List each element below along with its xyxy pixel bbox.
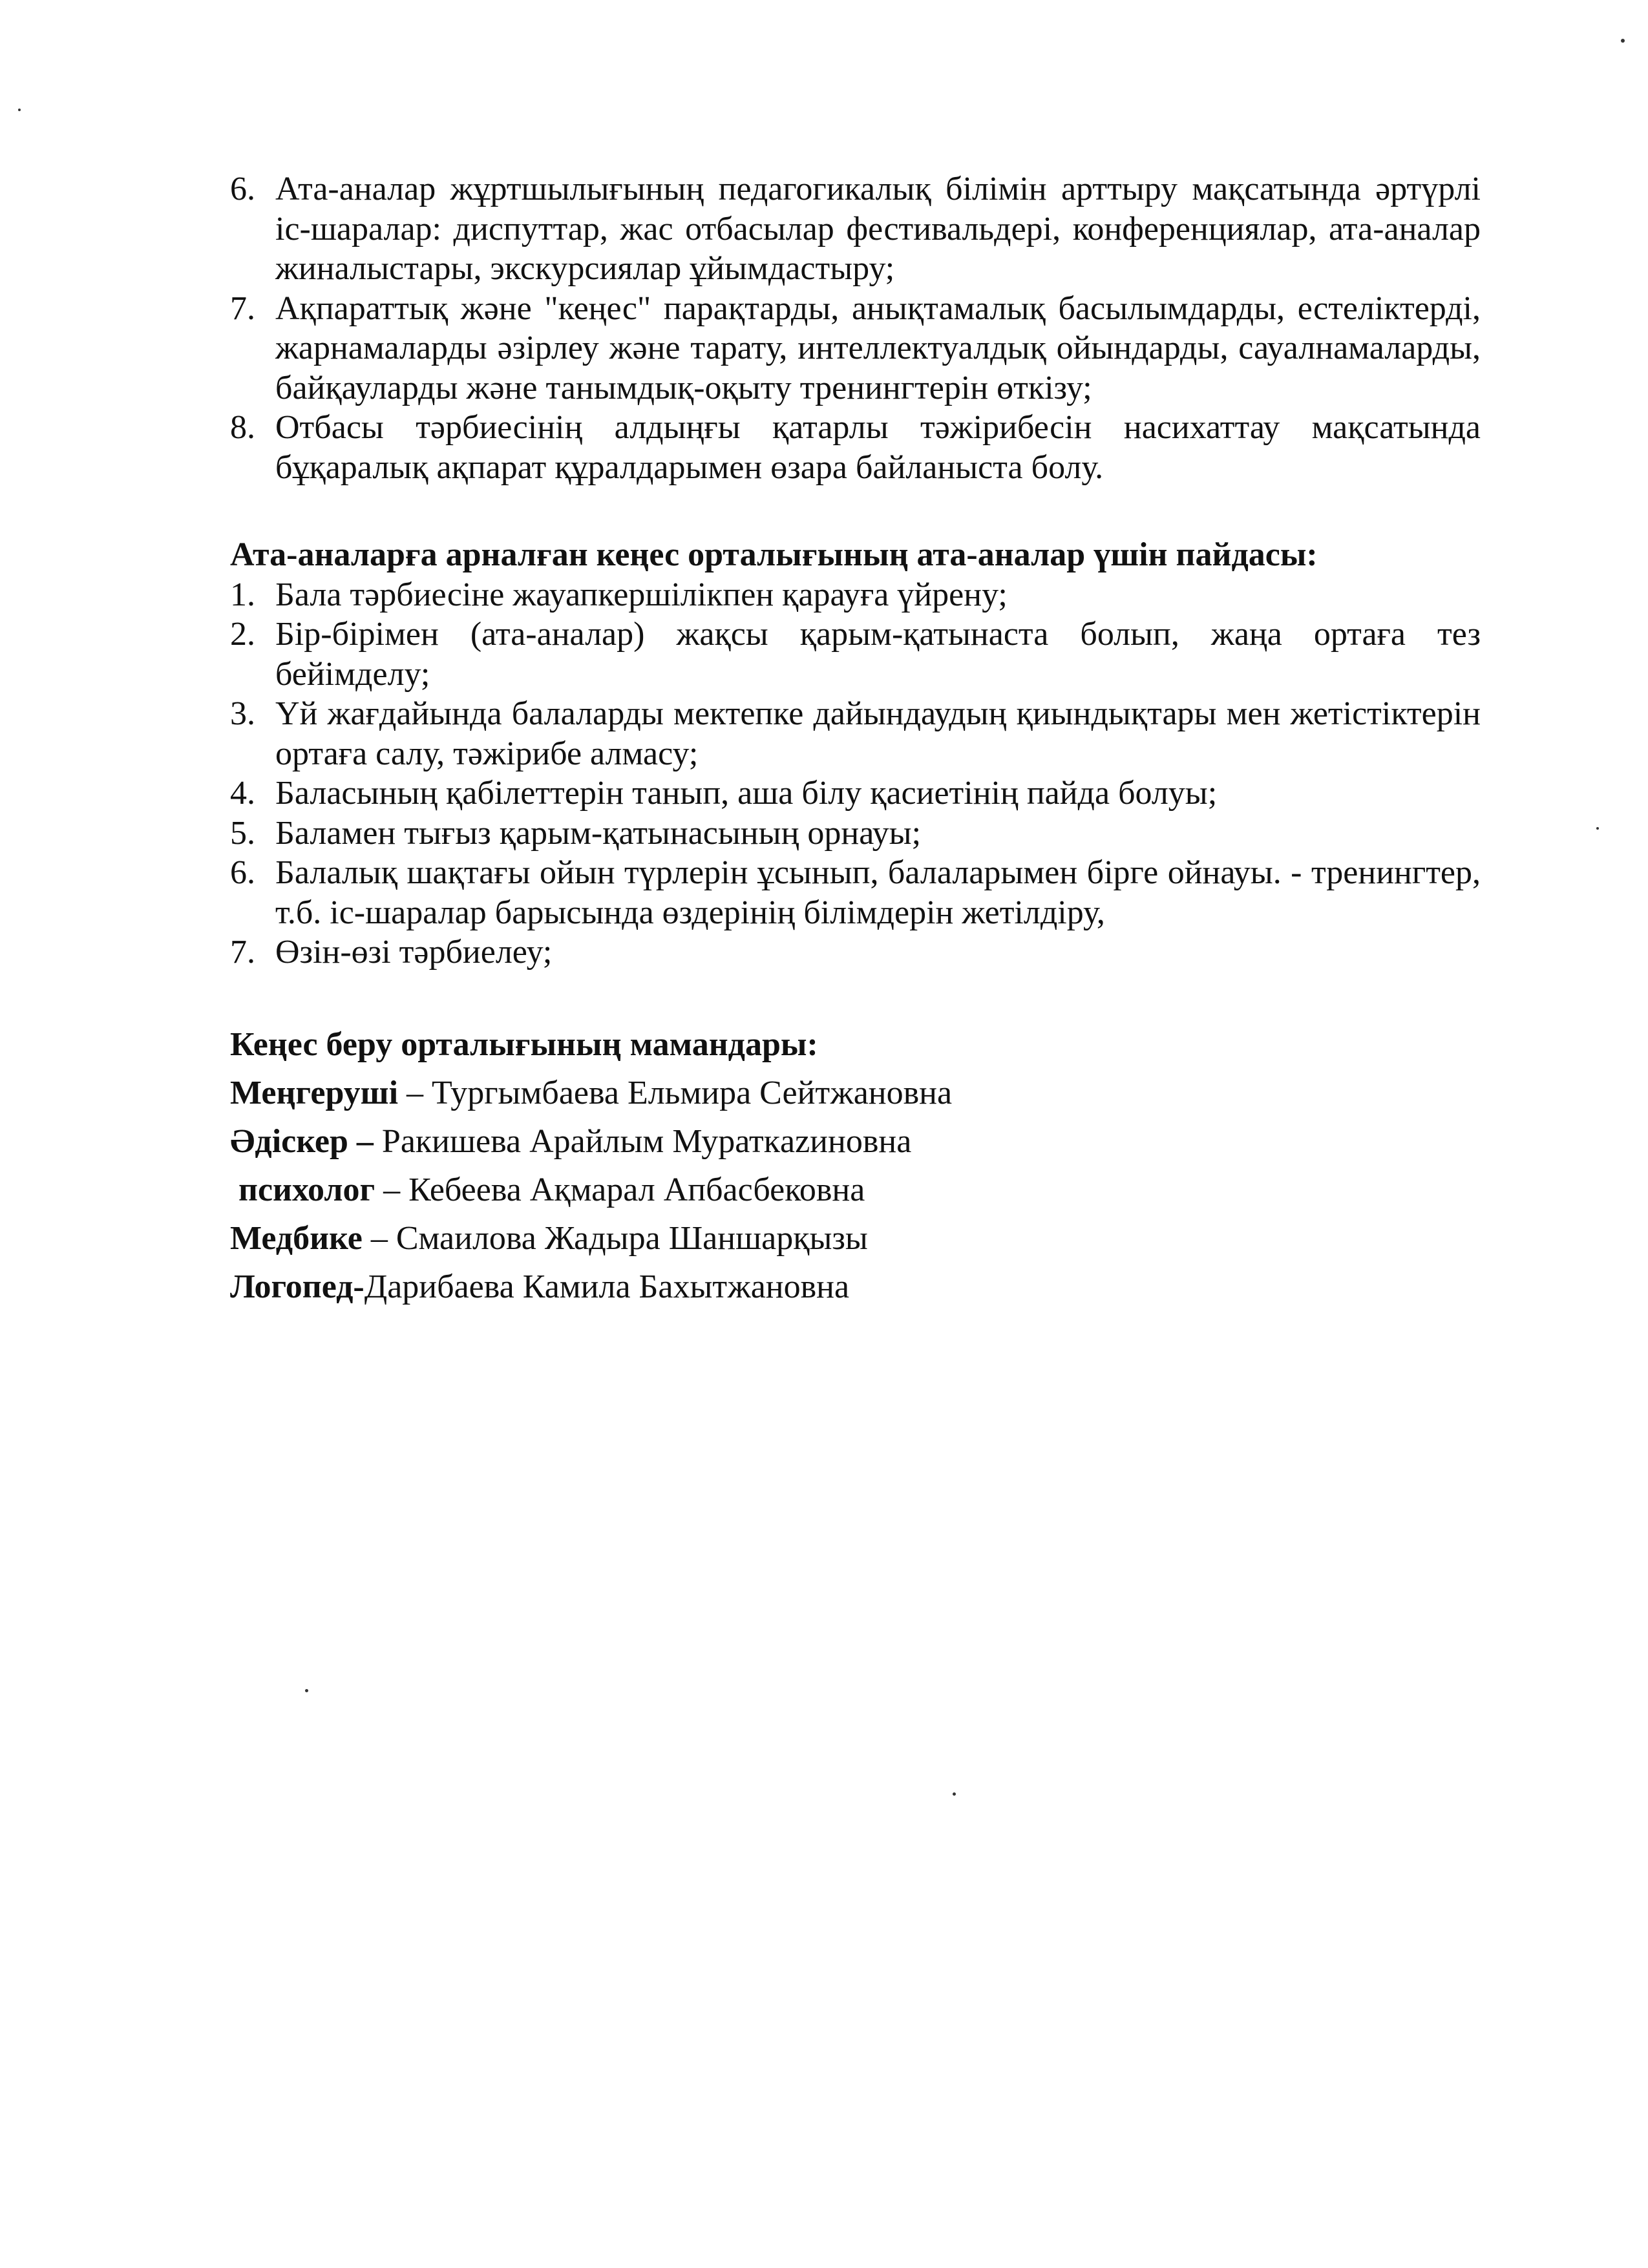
- staff-person: Ракишева Арайлым Мураткazиновна: [373, 1122, 912, 1160]
- list-item-number: 7.: [230, 289, 255, 327]
- list-item-text: Ата-аналар жұртшылығының педагогикалық білімін арттыру мақсатында әртүрлі іс-шаралар: диспуттар, жас отбасылар фестивальдері, конференциялар, ата-аналар жиналыстары, экскурсиялар ұйымдастыру;: [275, 171, 1481, 287]
- list-item: [230, 408, 1481, 487]
- list-item: [230, 169, 1481, 289]
- list-item-text: Өзін-өзі тәрбиелеу;: [275, 934, 553, 971]
- list-item: [230, 814, 1481, 854]
- staff-list: [230, 1069, 1481, 1311]
- list-item-text: Баласының қабілеттерін танып, аша білу қасиетінің пайда болуы;: [275, 775, 1218, 812]
- scan-speck: [1621, 39, 1625, 43]
- list-item: [230, 575, 1481, 615]
- staff-entry: [230, 1117, 1481, 1166]
- list-item: [230, 773, 1481, 814]
- scan-speck: [18, 109, 21, 111]
- list-item-number: 5.: [230, 814, 255, 852]
- staff-person: Дарибаева Камила Бахытжановна: [364, 1268, 850, 1305]
- list-item-number: 4.: [230, 775, 255, 812]
- activities-list: [230, 169, 1481, 487]
- document-body: [230, 169, 1481, 1311]
- staff-person: – Тургымбаева Ельмира Сейтжановна: [398, 1074, 953, 1111]
- scan-speck: [305, 1689, 308, 1692]
- staff-entry: [230, 1069, 1481, 1117]
- staff-role: Медбике: [230, 1219, 363, 1257]
- list-item-number: 7.: [230, 934, 255, 971]
- list-item-text: Баламен тығыз қарым-қатынасының орнауы;: [275, 814, 922, 852]
- list-item-text: Бір-бірімен (ата-аналар) жақсы қарым-қатынаста болып, жаңа ортаға тез бейімделу;: [275, 616, 1481, 693]
- list-item-number: 6.: [230, 171, 255, 207]
- list-item: [230, 932, 1481, 972]
- list-item: [230, 289, 1481, 408]
- list-item-number: 1.: [230, 576, 255, 613]
- staff-entry: [230, 1263, 1481, 1311]
- list-item-text: Үй жағдайында балаларды мектепке дайындаудың қиындықтары мен жетістіктерін ортаға салу, тәжірибе алмасу;: [275, 695, 1481, 772]
- list-item-number: 2.: [230, 616, 255, 653]
- scan-speck: [1596, 827, 1599, 830]
- benefits-list: [230, 575, 1481, 972]
- staff-role: психолог: [238, 1171, 375, 1208]
- staff-entry: [230, 1214, 1481, 1263]
- list-item-number: 8.: [230, 409, 255, 446]
- list-item-number: 3.: [230, 695, 255, 732]
- list-item-text: Балалық шақтағы ойын түрлерін ұсынып, балаларымен бірге ойнауы. - тренингтер, т.б. іс-шаралар барысында өздерінің білімдерін жетілдіру,: [275, 854, 1481, 931]
- spacer: [230, 972, 1481, 1020]
- staff-heading: Кеңес беру орталығының мамандары:: [230, 1025, 818, 1063]
- list-item-text: Ақпараттық және "кеңес" парақтарды, анықтамалық басылымдарды, естеліктерді, жарнамаларды әзірлеу және тарату, интеллектуалдық ойындарды, сауалнамаларды, байқауларды және танымдық-оқыту тренингтерін өткізу;: [275, 289, 1481, 406]
- staff-role: Меңгеруші: [230, 1074, 399, 1111]
- staff-role: Логопед-: [230, 1268, 364, 1305]
- list-item: [230, 694, 1481, 773]
- scan-speck: [953, 1792, 956, 1796]
- staff-entry: [230, 1166, 1481, 1214]
- benefits-heading: Ата-аналарға арналған кеңес орталығының ата-аналар үшін пайдасы:: [230, 536, 1318, 573]
- list-item-text: Отбасы тәрбиесінің алдыңғы қатарлы тәжірибесін насихаттау мақсатында бұқаралық ақпарат құралдарымен өзара байланыста болу.: [275, 409, 1481, 486]
- staff-person: – Кебеева Ақмарал Апбасбековна: [375, 1171, 865, 1208]
- list-item-number: 6.: [230, 854, 255, 891]
- staff-role: Әдіскер –: [230, 1122, 374, 1160]
- list-item: [230, 853, 1481, 932]
- list-item: [230, 614, 1481, 694]
- list-item-text: Бала тәрбиесіне жауапкершілікпен қарауға үйрену;: [275, 576, 1008, 613]
- staff-person: – Смаилова Жадыра Шаншарқызы: [362, 1219, 868, 1257]
- spacer: [230, 487, 1481, 535]
